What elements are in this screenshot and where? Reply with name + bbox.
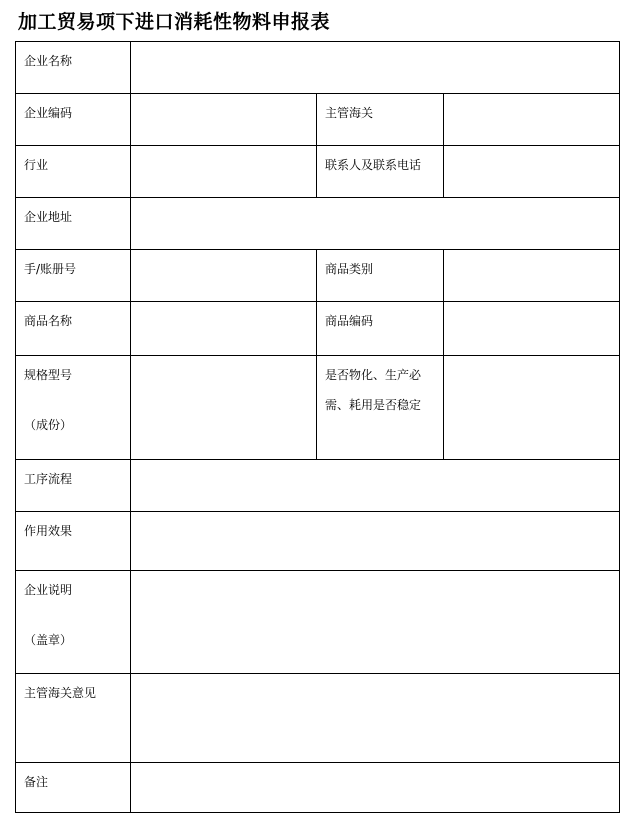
table-row xyxy=(16,198,620,250)
explain-label: 企业说明 （盖章） xyxy=(16,571,131,674)
page-title: 加工贸易项下进口消耗性物料申报表 xyxy=(18,11,331,33)
consumption-label: 是否物化、生产必 需、耗用是否稳定 xyxy=(317,356,444,460)
handbook-label: 手/账册号 xyxy=(16,250,131,302)
table-row xyxy=(16,512,620,571)
customs-opinion-label: 主管海关意见 xyxy=(16,674,131,763)
table-row xyxy=(16,674,620,763)
process-label: 工序流程 xyxy=(16,460,131,512)
handbook-field[interactable] xyxy=(131,250,317,302)
remarks-field[interactable] xyxy=(131,763,620,813)
table-row xyxy=(16,571,620,674)
industry-field[interactable] xyxy=(131,146,317,198)
effect-label: 作用效果 xyxy=(16,512,131,571)
table-row xyxy=(16,146,620,198)
goods-category-field[interactable] xyxy=(444,250,620,302)
customs-opinion-field[interactable] xyxy=(131,674,620,763)
goods-category-label: 商品类别 xyxy=(317,250,444,302)
company-code-field[interactable] xyxy=(131,94,317,146)
goods-name-label: 商品名称 xyxy=(16,302,131,356)
declaration-form-table xyxy=(15,41,620,813)
customs-label: 主管海关 xyxy=(317,94,444,146)
table-row xyxy=(16,302,620,356)
table-row xyxy=(16,250,620,302)
explain-field[interactable] xyxy=(131,571,620,674)
company-code-label: 企业编码 xyxy=(16,94,131,146)
goods-code-field[interactable] xyxy=(444,302,620,356)
address-field[interactable] xyxy=(131,198,620,250)
spec-label: 规格型号 （成份） xyxy=(16,356,131,460)
remarks-label: 备注 xyxy=(16,763,131,813)
contact-label: 联系人及联系电话 xyxy=(317,146,444,198)
table-row xyxy=(16,460,620,512)
address-label: 企业地址 xyxy=(16,198,131,250)
goods-name-field[interactable] xyxy=(131,302,317,356)
company-name-field[interactable] xyxy=(131,42,620,94)
customs-field[interactable] xyxy=(444,94,620,146)
consumption-field[interactable] xyxy=(444,356,620,460)
effect-field[interactable] xyxy=(131,512,620,571)
industry-label: 行业 xyxy=(16,146,131,198)
table-row xyxy=(16,42,620,94)
contact-field[interactable] xyxy=(444,146,620,198)
process-field[interactable] xyxy=(131,460,620,512)
table-row xyxy=(16,94,620,146)
company-name-label: 企业名称 xyxy=(16,42,131,94)
goods-code-label: 商品编码 xyxy=(317,302,444,356)
table-row xyxy=(16,763,620,813)
spec-field[interactable] xyxy=(131,356,317,460)
table-row xyxy=(16,356,620,460)
